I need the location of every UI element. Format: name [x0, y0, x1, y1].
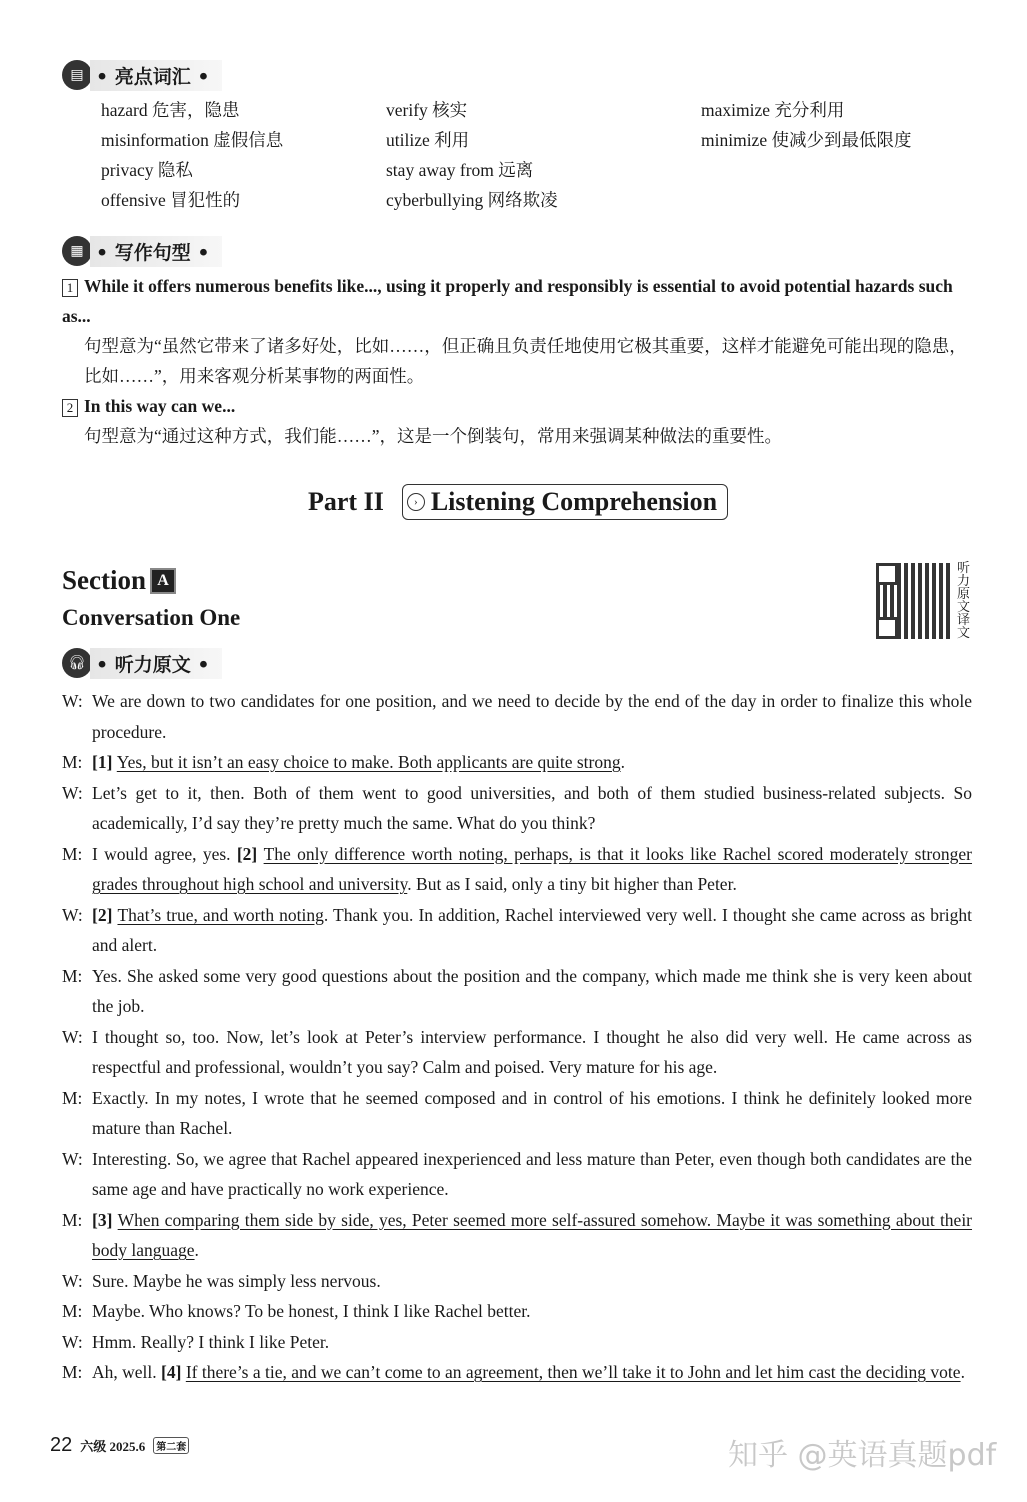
- section-label: Section: [62, 565, 146, 595]
- underlined-answer: Yes, but it isn’t an easy choice to make. Both applicants are quite strong: [116, 752, 621, 772]
- speaker-label: M:: [62, 843, 83, 864]
- section-letter: A: [150, 568, 176, 594]
- text-segment: Interesting. So, we agree that Rachel appeared inexperienced and less mature than Peter, even though both candidates are the same age and have practically no work experience.: [92, 1148, 972, 1199]
- pattern-explanation: 句型意为“通过这种方式，我们能……”，这是一个倒装句，常用来强调某种做法的重要性。: [84, 426, 783, 446]
- headphones-icon: 🎧︎: [62, 648, 92, 678]
- dialogue-text: [92, 900, 972, 961]
- vocab-header: [62, 58, 222, 92]
- dialogue-text: [92, 1144, 972, 1205]
- dialogue-line: [62, 1327, 972, 1358]
- chevron-right-icon: ›: [407, 493, 425, 511]
- dialogue-text: [92, 1022, 972, 1083]
- speaker-label: W:: [62, 1148, 83, 1169]
- speaker-label: M:: [62, 965, 83, 986]
- text-segment: Let’s get to it, then. Both of them went to good universities, and both of them studied business-related subjects. So academically, I’d say they’re pretty much the same. What do you think?: [92, 782, 972, 833]
- speaker-label: M:: [62, 1087, 83, 1108]
- underlined-answer: When comparing them side by side, yes, Peter seemed more self-assured somehow. Maybe it was something about their body language: [92, 1209, 973, 1260]
- text-segment: I thought so, too. Now, let’s look at Peter’s interview performance. I thought he also did very well. He came across as respectful and professional, wouldn’t you say? Calm and poised. Very mature for his age.: [92, 1026, 972, 1077]
- conversation-title: Conversation One: [62, 605, 241, 630]
- dialogue-text: [92, 1327, 972, 1358]
- vocab-column: [701, 95, 911, 155]
- question-tag: [3]: [92, 1209, 118, 1230]
- vocab-item: verify 核实: [386, 100, 468, 120]
- pattern-sentence: In this way can we...: [84, 396, 236, 416]
- dialogue-text: [92, 961, 972, 1022]
- dialogue-line: [62, 1205, 972, 1266]
- pattern-number: 1: [62, 279, 78, 297]
- text-segment: .: [620, 752, 625, 772]
- dialogue-text: [92, 1296, 972, 1327]
- text-segment: . Thank you. In addition, Rachel interviewed very well. I thought she came across as bright and alert.: [92, 904, 972, 955]
- dialogue-line: [62, 1144, 972, 1205]
- speaker-label: W:: [62, 904, 83, 925]
- document-icon: ▤: [62, 60, 92, 90]
- dialogue-line: [62, 1022, 972, 1083]
- dialogue-text: [92, 747, 972, 778]
- speaker-label: M:: [62, 1301, 83, 1321]
- transcript-header: [62, 646, 222, 680]
- writing-title: • 写作句型 •: [90, 236, 222, 267]
- part-heading: [308, 484, 728, 520]
- footer: [50, 1434, 189, 1457]
- question-tag: [2]: [236, 843, 264, 864]
- question-tag: [4]: [161, 1362, 186, 1382]
- text-segment: .: [960, 1362, 965, 1382]
- dialogue-text: [92, 1266, 972, 1297]
- pattern-number: 2: [62, 399, 78, 417]
- dialogue-line: [62, 1083, 972, 1144]
- text-segment: . But as I said, only a tiny bit higher than Peter.: [407, 874, 737, 894]
- dialogue-line: [62, 686, 972, 747]
- dialogue-text: [92, 1083, 972, 1144]
- dialogue-text: [92, 1357, 972, 1388]
- qr-label: 听力原文译文: [957, 561, 971, 641]
- vocab-title: • 亮点词汇 •: [90, 60, 222, 91]
- text-segment: .: [194, 1240, 199, 1260]
- vocab-item: minimize 使减少到最低限度: [701, 130, 912, 150]
- watermark: 知乎 @英语真题pdf: [728, 1438, 997, 1473]
- pattern-1: [62, 271, 972, 391]
- text-segment: Yes. She asked some very good questions about the position and the company, which made me think she is very keen about the job.: [92, 965, 972, 1016]
- vocab-item: stay away from 远离: [386, 160, 534, 180]
- vocab-item: cyberbullying 网络欺凌: [386, 190, 558, 210]
- speaker-label: M:: [62, 752, 83, 772]
- dialogue-line: [62, 1357, 972, 1388]
- dialogue-line: [62, 1296, 972, 1327]
- text-segment: Exactly. In my notes, I wrote that he seemed composed and in control of his emotions. I think he definitely looked more mature than Rachel.: [92, 1087, 972, 1138]
- exam-level: 六级 2025.6: [80, 1439, 146, 1454]
- vocab-item: offensive 冒犯性的: [101, 190, 241, 210]
- speaker-label: W:: [62, 1270, 83, 1291]
- part-label: Part II: [308, 487, 384, 516]
- vocab-column: [386, 95, 558, 215]
- speaker-label: W:: [62, 1026, 83, 1047]
- transcript: [62, 686, 972, 1388]
- notebook-icon: ▦: [62, 236, 92, 266]
- text-segment: Hmm. Really? I think I like Peter.: [92, 1331, 330, 1352]
- pattern-2: [62, 391, 972, 451]
- question-tag: [2]: [92, 904, 118, 925]
- dialogue-text: [92, 686, 972, 747]
- vocab-item: utilize 利用: [386, 130, 470, 150]
- dialogue-line: [62, 839, 972, 900]
- dialogue-line: [62, 961, 972, 1022]
- question-tag: [1]: [92, 752, 117, 772]
- text-segment: We are down to two candidates for one position, and we need to decide by the end of the day in order to finalize this whole procedure.: [92, 691, 972, 742]
- speaker-label: M:: [62, 1209, 83, 1230]
- speaker-label: W:: [62, 691, 83, 711]
- underlined-answer: If there’s a tie, and we can’t come to an agreement, then we’ll take it to John and let him cast the deciding vote: [185, 1362, 961, 1382]
- dialogue-line: [62, 900, 972, 961]
- dialogue-line: [62, 1266, 972, 1297]
- speaker-label: M:: [62, 1362, 83, 1382]
- section-heading: [62, 565, 176, 596]
- dialogue-line: [62, 747, 972, 778]
- dialogue-text: [92, 839, 972, 900]
- speaker-label: W:: [62, 782, 83, 803]
- transcript-title: • 听力原文 •: [90, 648, 222, 679]
- part-title: Listening Comprehension: [430, 487, 718, 516]
- vocab-item: privacy 隐私: [101, 160, 193, 180]
- text-segment: Sure. Maybe he was simply less nervous.: [92, 1270, 381, 1291]
- dialogue-text: [92, 778, 972, 839]
- underlined-answer: That’s true, and worth noting: [117, 904, 324, 925]
- text-segment: I would agree, yes.: [92, 843, 237, 864]
- pattern-explanation: 句型意为“虽然它带来了诸多好处，比如……，但正确且负责任地使用它极其重要，这样才能避免可能出现的隐患，比如……”，用来客观分析某事物的两面性。: [84, 336, 967, 386]
- dialogue-text: [92, 1205, 972, 1266]
- vocab-item: hazard 危害，隐患: [101, 100, 240, 120]
- underlined-answer: The only difference worth noting, perhaps, is that it looks like Rachel scored moderately stronger grades throughout high school and university: [92, 843, 973, 894]
- dialogue-line: [62, 778, 972, 839]
- vocab-column: [101, 95, 283, 215]
- pattern-sentence: While it offers numerous benefits like..., using it properly and responsibly is essential to avoid potential hazards such as...: [62, 276, 953, 326]
- speaker-label: W:: [62, 1331, 83, 1352]
- page-number: 22: [50, 1434, 73, 1456]
- vocab-item: maximize 充分利用: [701, 100, 845, 120]
- set-badge: 第二套: [153, 1437, 189, 1454]
- text-segment: Ah, well.: [92, 1362, 162, 1382]
- vocab-item: misinformation 虚假信息: [101, 130, 284, 150]
- qr-code[interactable]: [876, 563, 952, 639]
- text-segment: Maybe. Who knows? To be honest, I think I like Rachel better.: [92, 1301, 531, 1321]
- writing-header: [62, 234, 222, 268]
